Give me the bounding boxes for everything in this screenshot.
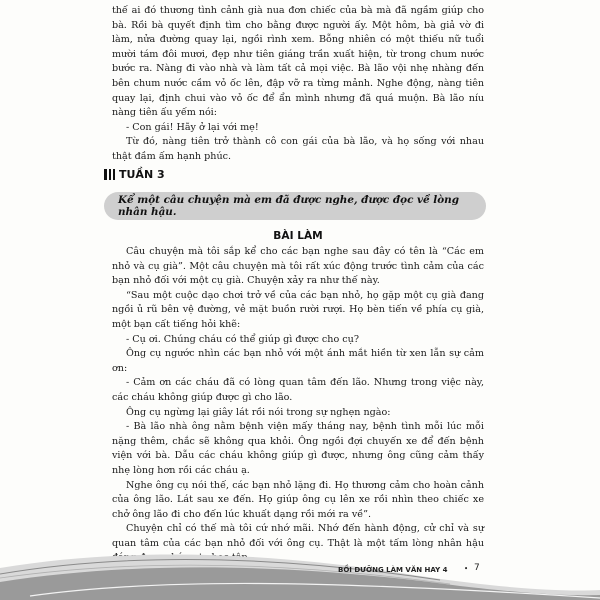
essay-paragraph: Nghe ông cụ nói thế, các bạn nhỏ lặng đi. Họ thương cảm cho hoàn cảnh của ông lão. Lát sau xe đến. Họ giúp ông cụ lên xe rồi nhìn theo chiếc xe chở ông lão đi cho đến lúc khuất dạng rồi mới ra về”. [112, 479, 484, 520]
footer-bullet: • [464, 565, 469, 573]
continued-story [112, 4, 484, 165]
story-dialogue: - Con gái! Hãy ở lại với mẹ! [126, 121, 259, 133]
assignment-prompt-text: Kể một câu chuyện mà em đã được nghe, được đọc về lòng nhân hậu. [118, 194, 459, 218]
section-bars-icon [104, 169, 114, 180]
essay-paragraph: Câu chuyện mà tôi sắp kể cho các bạn nghe sau đây có tên là “Các em nhỏ và cụ già”. Một câu chuyện mà tôi rất xúc động trước tình cảm của các bạn nhỏ đối với một cụ già. Chuyện xảy ra như thế này. [112, 246, 484, 287]
story-paragraph: thế ai đó thương tình cảnh già nua đơn chiếc của bà mà đã ngầm giúp cho bà. Rồi bà quyết định tìm cho bằng được người ấy. Một hôm, bà giả vờ đi làm, nửa đường quay lại, ngồi rình xem. Bỗng nhiên có một thiếu nữ tuổi mười tám đôi mươi, đẹp như tiên giáng trần xuất hiện, từ trong chum nước bước ra. Nàng đi vào nhà và làm tất cả mọi việc. Bà lão vội nhẹ nhàng đến bên chum nước cầm vỏ ốc lên, đập vỡ ra từng mảnh. Nghe động, nàng tiên quay lại, định chui vào vỏ ốc để ẩn mình nhưng đã quá muộn. Bà lão níu nàng tiên ấu yếm nói: [112, 5, 484, 119]
essay-title: BÀI LÀM [273, 230, 323, 242]
assignment-prompt-box [104, 192, 486, 220]
essay-paragraph: Ông cụ ngừng lại giây lát rồi nói trong sự nghẹn ngào: [126, 406, 391, 418]
essay-dialogue: - Cụ ơi. Chúng cháu có thể giúp gì được cho cụ? [126, 333, 359, 345]
story-ending: Từ đó, nàng tiên trở thành cô con gái của bà lão, và họ sống với nhau thật đầm ấm hạnh phúc. [112, 136, 484, 162]
essay-dialogue: - Cảm ơn các cháu đã có lòng quan tâm đến lão. Nhưng trong việc này, các cháu không giúp được gì cho lão. [112, 377, 484, 403]
essay-paragraph: “Sau một cuộc dạo chơi trở về của các bạn nhỏ, họ gặp một cụ già đang ngồi ủ rũ bên vệ đường, vẻ mặt buồn rười rượi. Họ bèn tiến về phía cụ già, một bạn cất tiếng hỏi khẽ: [112, 289, 484, 330]
essay-paragraph: Chuyện chỉ có thế mà tôi cứ nhớ mãi. Nhớ đến hành động, cử chỉ và sự quan tâm của các bạn nhỏ đối với ông cụ. Thật là một tấm lòng nhân hậu [112, 523, 484, 549]
week-heading [104, 168, 165, 181]
page-number: 7 [474, 563, 480, 573]
footer-wave-decoration [0, 538, 600, 600]
essay-body [112, 245, 484, 566]
essay-paragraph: Ông cụ ngước nhìn các bạn nhỏ với một ánh mắt hiền từ xen lẫn sự cảm ơn: [112, 348, 484, 374]
essay-dialogue: - Bà lão nhà ông nằm bệnh viện mấy tháng nay, bệnh tình mỗi lúc mỗi nặng thêm, chắc sẽ không qua khỏi. Ông ngồi đợi chuyến xe để đến bệnh viện với bà. Dẫu các cháu không giúp gì được, nhưng ông cũng cảm thấy nhẹ lòng hơn rồi các cháu ạ. [112, 421, 484, 476]
footer-book-title: BỒI DƯỠNG LÀM VĂN HAY 4 [338, 566, 448, 574]
week-label: TUẦN 3 [119, 168, 165, 181]
